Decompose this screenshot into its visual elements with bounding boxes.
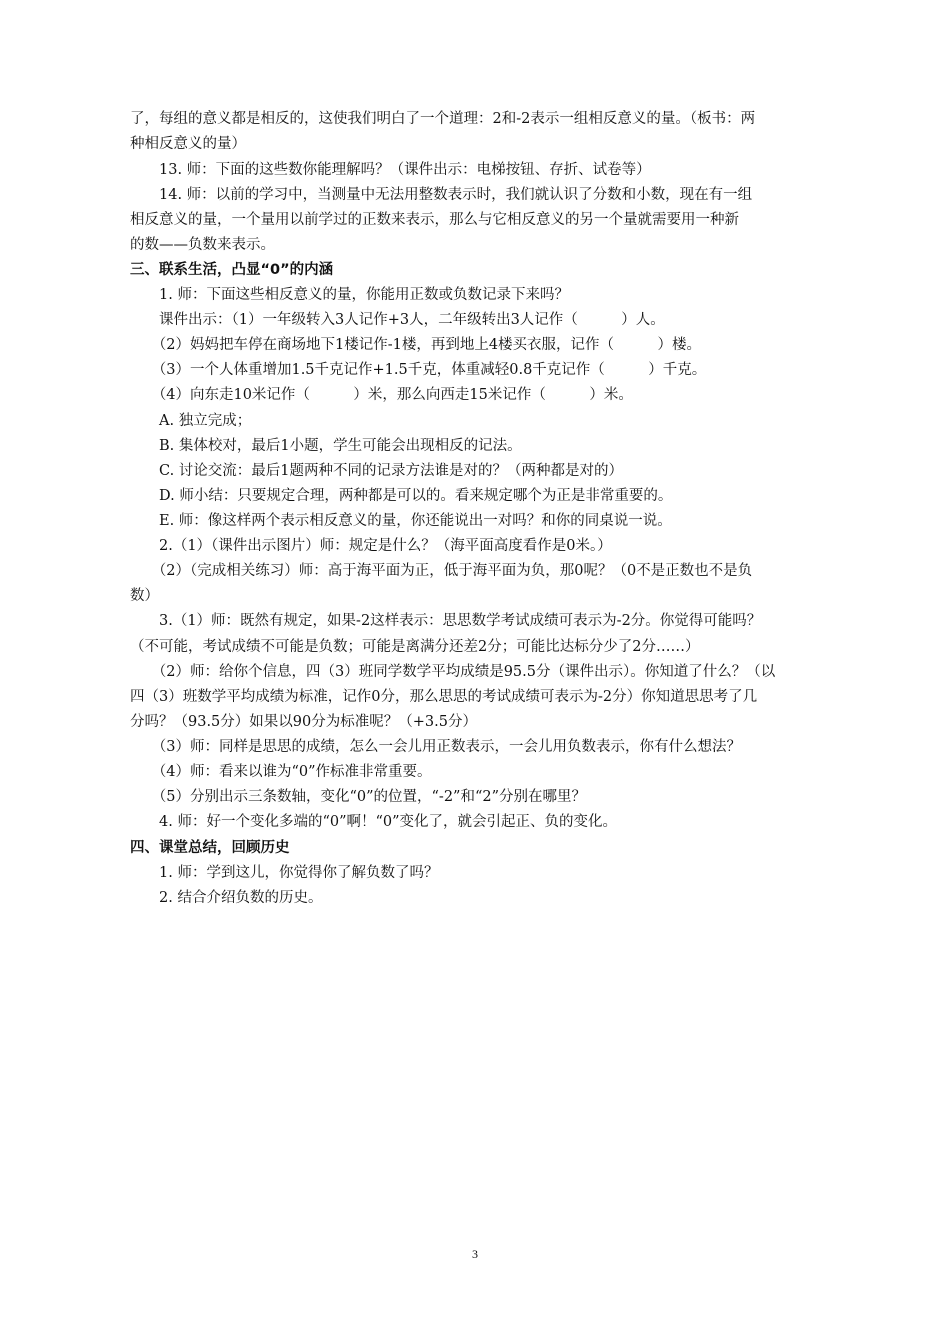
paragraph-line: 分吗？（93.5分）如果以90分为标准呢？（+3.5分）: [130, 714, 477, 730]
paragraph-line: 4. 师：好一个变化多端的“0”啊！“0”变化了，就会引起正、负的变化。: [130, 814, 618, 830]
paragraph-line: 课件出示：（1）一年级转入3人记作+3人，二年级转出3人记作（ ）人。: [130, 312, 665, 328]
paragraph-line: 14. 师：以前的学习中，当测量中无法用整数表示时，我们就认识了分数和小数，现在有一组: [130, 187, 753, 203]
paragraph-line: （2）妈妈把车停在商场地下1楼记作-1楼，再到地上4楼买衣服，记作（ ）楼。: [130, 337, 702, 353]
paragraph-line: （2）（完成相关练习）师：高于海平面为正，低于海平面为负，那0呢？（0不是正数也不是负: [130, 563, 753, 579]
paragraph-line: （4）向东走10米记作（ ）米，那么向西走15米记作（ ）米。: [130, 387, 633, 403]
paragraph-line: 四（3）班数学平均成绩为标准，记作0分，那么思思的考试成绩可表示为-2分）你知道思思考了几: [130, 689, 758, 705]
paragraph-line: （3）师：同样是思思的成绩，怎么一会儿用正数表示，一会儿用负数表示，你有什么想法？: [130, 739, 741, 755]
paragraph-line: （2）师：给你个信息，四（3）班同学数学平均成绩是95.5分（课件出示）。你知道了什么？（以: [130, 664, 776, 680]
paragraph-line: C. 讨论交流：最后1题两种不同的记录方法谁是对的？（两种都是对的）: [130, 463, 624, 479]
paragraph-line: （4）师：看来以谁为“0”作标准非常重要。: [130, 764, 432, 780]
paragraph-line: 了，每组的意义都是相反的，这使我们明白了一个道理：2和-2表示一组相反意义的量。（板书：两: [130, 111, 756, 127]
paragraph-line: 相反意义的量，一个量用以前学过的正数来表示，那么与它相反意义的另一个量就需要用一种新: [130, 212, 739, 228]
paragraph-line: （3）一个人体重增加1.5千克记作+1.5千克，体重减轻0.8千克记作（ ）千克。: [130, 362, 707, 378]
paragraph-line: 2. 结合介绍负数的历史。: [130, 890, 323, 906]
paragraph-line: 13. 师：下面的这些数你能理解吗？（课件出示：电梯按钮、存折、试卷等）: [130, 162, 651, 178]
paragraph-line: （5）分别出示三条数轴，变化“0”的位置，“-2”和“2”分别在哪里？: [130, 789, 587, 805]
paragraph-line: A. 独立完成；: [130, 413, 252, 429]
paragraph-line: 1. 师：下面这些相反意义的量，你能用正数或负数记录下来吗？: [130, 287, 569, 303]
section-heading: 三、联系生活，凸显“0”的内涵: [130, 262, 334, 278]
paragraph-line: 3.（1）师：既然有规定，如果-2这样表示：思思数学考试成绩可表示为-2分。你觉得可能吗？: [130, 613, 762, 629]
paragraph-line: 种相反意义的量）: [130, 136, 246, 152]
paragraph-line: E. 师：像这样两个表示相反意义的量，你还能说出一对吗？和你的同桌说一说。: [130, 513, 672, 529]
paragraph-line: 的数——负数来表示。: [130, 237, 275, 253]
paragraph-line: 2.（1）（课件出示图片）师：规定是什么？（海平面高度看作是0米。）: [130, 538, 612, 554]
section-heading: 四、课堂总结，回顾历史: [130, 840, 290, 856]
paragraph-line: 1. 师：学到这儿，你觉得你了解负数了吗？: [130, 865, 439, 881]
paragraph-line: （不可能，考试成绩不可能是负数；可能是离满分还差2分；可能比达标分少了2分……）: [130, 639, 700, 655]
paragraph-line: B. 集体校对，最后1小题，学生可能会出现相反的记法。: [130, 438, 522, 454]
paragraph-line: D. 师小结：只要规定合理，两种都是可以的。看来规定哪个为正是非常重要的。: [130, 488, 673, 504]
page-number: 3: [472, 1247, 478, 1261]
paragraph-line: 数）: [130, 588, 159, 604]
